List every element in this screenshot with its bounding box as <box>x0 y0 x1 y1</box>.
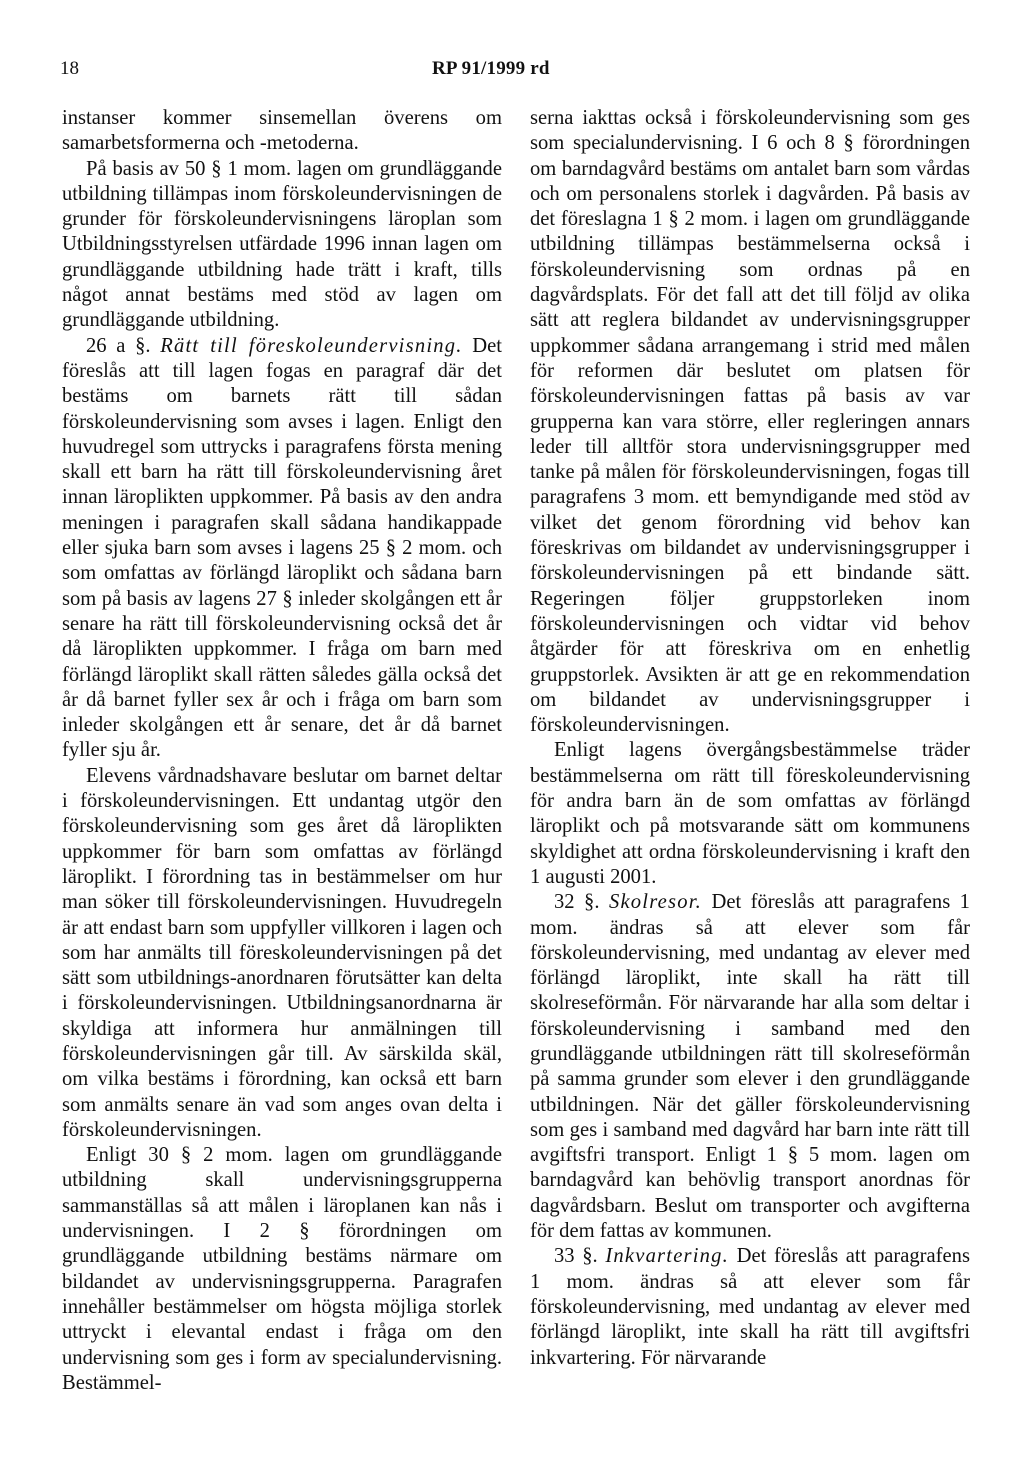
section-heading: Skolresor. <box>608 891 702 914</box>
paragraph: På basis av 50 § 1 mom. lagen om grundläggande utbildning tillämpas inom förskoleundervisningen de grunder för förskoleundervisningens läroplan som Utbildningsstyrelsen utfärdade 1996 innan lagen om grundläggande utbildning hade trätt i kraft, tills något annat bestäms med stöd av lagen om grundläggande utbildning. <box>62 157 502 332</box>
right-column <box>530 106 970 1371</box>
section-body: Det föreslås att till lagen fogas en paragraf där det bestäms om barnets rätt till sådan förskoleundervisning som avses i lagen. Enligt den huvudregel som uttrycks i paragrafens första mening skall ett barn ha rätt till förskoleundervisning året innan läroplikten uppkommer. På basis av den andra meningen i paragrafen skall sådana handikappade eller sjuka barn som avses i lagens 25 § 2 mom. och som omfattas av förlängd läroplikt och sådana barn som på basis av lagens 27 § inleder skolgången ett år senare ha rätt till förskoleundervisning också det år då läroplikten uppkommer. I fråga om barn med förlängd läroplikt skall rätten således gälla också det år då barnet fyller sex år och i fråga om barn som inleder skolgången ett år senare, det år då barnet fyller sju år. <box>62 334 503 762</box>
page-header <box>0 58 1024 88</box>
section-body: Det föreslås att paragrafens 1 mom. ändras så att elever som får förskoleundervisning, med undantag av elever med förlängd läroplikt, inte skall ha rätt till avgiftsfri inkvartering. För närvarande <box>530 1245 970 1369</box>
paragraph: Elevens vårdnadshavare beslutar om barnet deltar i förskoleundervisningen. Ett undantag utgör den förskoleundervisning som ges året då läroplikten uppkommer för barn som omfattas av förlängd läroplikt. I förordning tas in bestämmelser om hur man söker till förskoleundervisningen. Huvudregeln är att endast barn som uppfyller villkoren i lagen och som har anmälts till föreskoleundervisningen på det sätt som utbildnings-anordnaren förutsätter kan delta i förskoleundervisningen. Utbildningsanordnarna är skyldiga att informera hur anmälningen till förskoleundervisningen går till. Av särskilda skäl, om vilka bestäms i förordning, kan också ett barn som anmälts senare än vad som anges ovan delta i förskoleundervisningen. <box>62 764 502 1141</box>
section-26a-paragraph <box>62 334 502 764</box>
section-number: 32 §. <box>554 891 609 914</box>
section-number: 26 a §. <box>86 334 161 357</box>
paragraph: instanser kommer sinsemellan överens om samarbetsformerna och -metoderna. <box>62 107 502 155</box>
paragraph: Enligt 30 § 2 mom. lagen om grundläggande utbildning skall undervisningsgrupperna sammanställas så att målen i läroplanen kan nås i undervisningen. I 2 § förordningen om grundläggande utbildning bestäms närmare om bildandet av undervisningsgrupperna. Paragrafen innehåller bestämmelser om högsta möjliga storlek uttryckt i elevantal endast i fråga om den undervisning som ges i form av specialundervisning. Bestämmel- <box>62 1144 502 1394</box>
page-number: 18 <box>60 58 79 79</box>
paragraph: Enligt lagens övergångsbestämmelse träder bestämmelserna om rätt till föreskoleundervisning för andra barn än de som omfattas av förlängd läroplikt och på motsvarande sätt om kommunens skyldighet att ordna förskoleundervisning i kraft den 1 augusti 2001. <box>530 739 970 888</box>
document-reference: RP 91/1999 rd <box>432 58 550 79</box>
section-body: Det föreslås att paragrafens 1 mom. ändras så att elever som får förskoleundervisning, med undantag av elever med förlängd läroplikt, inte skall ha rätt till skolreseförmån. För närvarande har alla som deltar i förskoleundervisning i samband med den grundläggande utbildningen rätt till skolreseförmån på samma grunder som elever i den grundläggande utbildningen. När det gäller förskoleundervisning som ges i samband med dagvård har barn inte rätt till avgiftsfri transport. Enligt 1 § 5 mom. lagen om barndagvård kan behövlig transport anordnas för dagvårdsbarn. Beslut om transporter och avgifterna för dem fattas av kommunen. <box>530 891 970 1243</box>
section-32-paragraph <box>530 890 970 1244</box>
section-number: 33 §. <box>554 1245 606 1268</box>
paragraph: serna iakttas också i förskoleundervisning som ges som specialundervisning. I 6 och 8 § förordningen om barndagvård bestäms om antalet barn som vårdas och om personalens storlek i dagvården. På basis av det föreslagna 1 § 2 mom. i lagen om grundläggande utbildning tillämpas bestämmelserna också i förskoleundervisning som ordnas på en dagvårdsplats. För det fall att det till följd av olika sätt att reglera bildandet av undervisningsgrupper uppkommer sådana arrangemang i strid med målen för reformen där beslutet om platsen för förskoleundervisningen fattas på basis av var grupperna kan vara större, eller regleringen annars leder till alltför stora undervisningsgrupper med tanke på målen för förskoleundervisningen, fogas till paragrafens 3 mom. ett bemyndigande med stöd av vilket det genom förordning vid behov kan föreskrivas om bildandet av undervisningsgrupper i förskoleundervisningen på ett bindande sätt. Regeringen följer gruppstorleken inom förskoleundervisningen och vidtar vid behov åtgärder för att föreskriva om en enhetlig gruppstorlek. Avsikten är att ge en rekommendation om bildandet av undervisningsgrupper i förskoleundervisningen. <box>530 107 970 737</box>
left-column <box>62 106 502 1396</box>
section-heading: Inkvartering. <box>605 1245 730 1268</box>
section-heading: Rätt till föreskoleundervisning. <box>160 334 463 357</box>
section-33-paragraph <box>530 1244 970 1370</box>
